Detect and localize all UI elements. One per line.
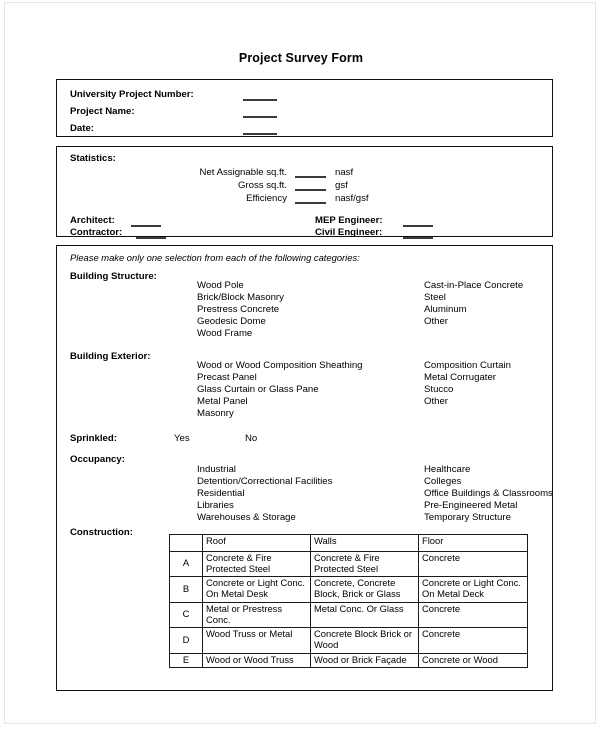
option-exterior-precast-panel[interactable]: Precast Panel	[197, 372, 257, 383]
cell-walls-a: Concrete & Fire Protected Steel	[311, 552, 419, 577]
input-net-assignable[interactable]	[295, 176, 326, 178]
input-civil-engineer[interactable]	[403, 237, 433, 239]
option-occupancy-residential[interactable]: Residential	[197, 488, 245, 499]
cell-floor-a: Concrete	[419, 552, 528, 577]
option-exterior-metal-corrugater[interactable]: Metal Corrugater	[424, 372, 496, 383]
page-title: Project Survey Form	[238, 51, 364, 65]
option-exterior-stucco[interactable]: Stucco	[424, 384, 454, 395]
field-label-project-name: Project Name:	[70, 106, 135, 117]
metric-unit-nasf-gsf: nasf/gsf	[335, 193, 369, 204]
heading-construction: Construction:	[70, 527, 133, 538]
cell-floor-d: Concrete	[419, 628, 528, 653]
field-label-civil-engineer: Civil Engineer:	[315, 227, 383, 238]
option-structure-wood-pole[interactable]: Wood Pole	[197, 280, 244, 291]
cell-floor-b: Concrete or Light Conc. On Metal Deck	[419, 577, 528, 602]
metric-label-efficiency: Efficiency	[246, 193, 287, 204]
option-structure-cast-in-place-concrete[interactable]: Cast-in-Place Concrete	[424, 280, 524, 291]
table-header-walls: Walls	[311, 535, 419, 552]
option-occupancy-office-buildings-classrooms[interactable]: Office Buildings & Classrooms	[424, 488, 553, 499]
option-exterior-metal-panel[interactable]: Metal Panel	[197, 396, 248, 407]
option-occupancy-warehouses-storage[interactable]: Warehouses & Storage	[197, 512, 296, 523]
cell-roof-a: Concrete & Fire Protected Steel	[203, 552, 311, 577]
cell-grade-a: A	[170, 552, 203, 577]
field-label-date: Date:	[70, 123, 94, 134]
field-label-contractor: Contractor:	[70, 227, 123, 238]
document-page	[4, 2, 596, 724]
cell-walls-e: Wood or Brick Façade	[311, 653, 419, 668]
option-occupancy-industrial[interactable]: Industrial	[197, 464, 236, 475]
option-occupancy-pre-engineered-metal[interactable]: Pre-Engineered Metal	[424, 500, 518, 511]
option-structure-prestress-concrete[interactable]: Prestress Concrete	[197, 304, 280, 315]
input-date[interactable]	[243, 133, 277, 135]
option-structure-geodesic-dome[interactable]: Geodesic Dome	[197, 316, 266, 327]
field-label-university-project-number: University Project Number:	[70, 89, 194, 100]
table-header-blank	[170, 535, 203, 552]
option-exterior-wood-composition-sheathing[interactable]: Wood or Wood Composition Sheathing	[197, 360, 363, 371]
heading-building-structure: Building Structure:	[70, 271, 157, 282]
cell-grade-d: D	[170, 628, 203, 653]
option-exterior-other[interactable]: Other	[424, 396, 448, 407]
cell-walls-b: Concrete, Concrete Block, Brick or Glass	[311, 577, 419, 602]
table-row[interactable]	[170, 577, 528, 602]
cell-floor-c: Concrete	[419, 602, 528, 627]
option-structure-wood-frame[interactable]: Wood Frame	[197, 328, 253, 339]
cell-floor-e: Concrete or Wood	[419, 653, 528, 668]
table-row[interactable]	[170, 653, 528, 668]
cell-grade-b: B	[170, 577, 203, 602]
input-project-name[interactable]	[243, 116, 277, 118]
metric-unit-gsf: gsf	[335, 180, 348, 191]
field-label-architect: Architect:	[70, 215, 115, 226]
construction-table	[169, 534, 528, 668]
statistics-section	[56, 146, 553, 237]
table-row[interactable]	[170, 628, 528, 653]
input-gross[interactable]	[295, 189, 326, 191]
metric-label-gross: Gross sq.ft.	[237, 180, 287, 191]
input-efficiency[interactable]	[295, 202, 326, 204]
option-occupancy-colleges[interactable]: Colleges	[424, 476, 462, 487]
cell-roof-b: Concrete or Light Conc. On Metal Desk	[203, 577, 311, 602]
option-occupancy-healthcare[interactable]: Healthcare	[424, 464, 471, 475]
option-occupancy-libraries[interactable]: Libraries	[197, 500, 234, 511]
option-structure-other[interactable]: Other	[424, 316, 448, 327]
categories-section	[56, 245, 553, 691]
table-header-roof: Roof	[203, 535, 311, 552]
option-exterior-composition-curtain[interactable]: Composition Curtain	[424, 360, 511, 371]
cell-roof-e: Wood or Wood Truss	[203, 653, 311, 668]
table-header-floor: Floor	[419, 535, 528, 552]
option-structure-aluminum[interactable]: Aluminum	[424, 304, 467, 315]
table-row[interactable]	[170, 552, 528, 577]
cell-roof-c: Metal or Prestress Conc.	[203, 602, 311, 627]
input-mep-engineer[interactable]	[403, 225, 433, 227]
option-exterior-glass-curtain[interactable]: Glass Curtain or Glass Pane	[197, 384, 319, 395]
heading-sprinkled: Sprinkled:	[70, 433, 117, 444]
option-exterior-masonry[interactable]: Masonry	[197, 408, 234, 419]
heading-building-exterior: Building Exterior:	[70, 351, 151, 362]
heading-occupancy: Occupancy:	[70, 454, 125, 465]
option-sprinkled-yes[interactable]: Yes	[174, 433, 190, 444]
metric-unit-nasf: nasf	[335, 167, 354, 178]
cell-grade-c: C	[170, 602, 203, 627]
table-row[interactable]	[170, 602, 528, 627]
cell-roof-d: Wood Truss or Metal	[203, 628, 311, 653]
option-occupancy-temporary-structure[interactable]: Temporary Structure	[424, 512, 511, 523]
statistics-heading: Statistics:	[70, 153, 116, 164]
input-contractor[interactable]	[136, 237, 166, 239]
field-label-mep-engineer: MEP Engineer:	[315, 215, 383, 226]
option-occupancy-detention-correctional[interactable]: Detention/Correctional Facilities	[197, 476, 333, 487]
option-structure-brick-block-masonry[interactable]: Brick/Block Masonry	[197, 292, 284, 303]
categories-instruction: Please make only one selection from each of the following categories:	[70, 252, 360, 263]
input-university-project-number[interactable]	[243, 99, 277, 101]
input-architect[interactable]	[131, 225, 161, 227]
cell-walls-d: Concrete Block Brick or Wood	[311, 628, 419, 653]
cell-grade-e: E	[170, 653, 203, 668]
project-identification-section	[56, 79, 553, 137]
metric-label-net-assignable: Net Assignable sq.ft.	[199, 167, 287, 178]
option-sprinkled-no[interactable]: No	[245, 433, 258, 444]
cell-walls-c: Metal Conc. Or Glass	[311, 602, 419, 627]
table-header-row	[170, 535, 528, 552]
option-structure-steel[interactable]: Steel	[424, 292, 446, 303]
